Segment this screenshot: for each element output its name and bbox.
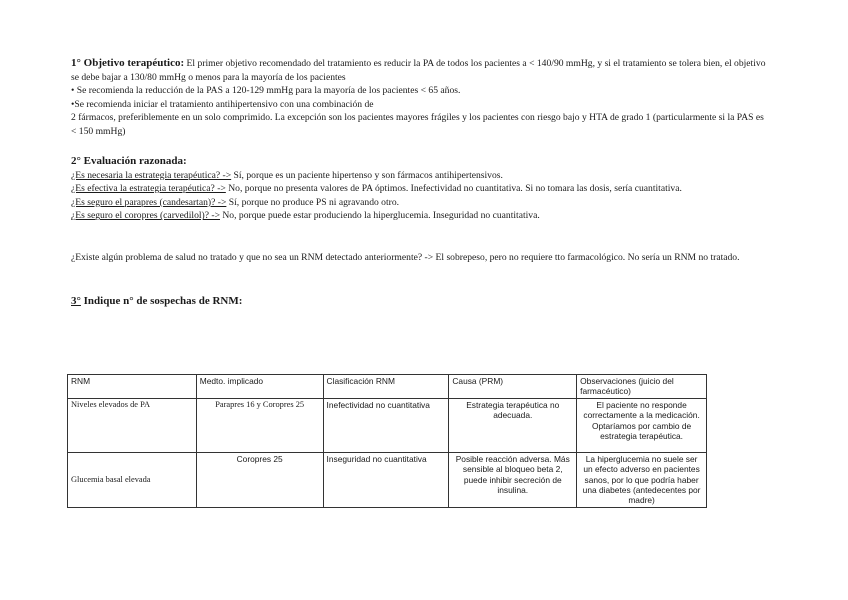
evaluation-seguridad-coropres [71, 209, 771, 223]
table-row [68, 398, 707, 452]
section1-bullet-1: • Se recomienda la reducción de la PAS a 120-129 mmHg para la mayoría de los pacientes < 65 años. [71, 85, 461, 97]
table-row [68, 452, 707, 507]
section1-line-3: 2 fármacos, preferiblemente en un solo comprimido. La excepción son los pacientes mayores frágiles y los pacientes con riesgo bajo y HTA de grado 1 (particularmente si la PAS es < 150 mmHg) [71, 112, 764, 137]
cell-rnm: Niveles elevados de PA [68, 398, 197, 452]
question-efectividad: ¿Es efectiva la estrategia terapéutica? -> [71, 183, 226, 195]
objetivo-paragraph [71, 57, 771, 84]
question-coropres: ¿Es seguro el coropres (carvedilol)? -> [71, 210, 220, 222]
section1-text: El primer objetivo recomendado del tratamiento es reducir la PA de todos los pacientes a < 140/90 mmHg, y si el tratamiento se tolera bien, el objetivo se debe bajar a 130/80 mmHg o menos para la mayoría de los pacientes [71, 58, 766, 83]
answer-necesidad: Sí, porque es un paciente hipertenso y son fármacos antihipertensivos. [231, 169, 503, 181]
section3-heading-number: 3° [71, 295, 81, 307]
section-evaluacion [71, 155, 771, 223]
evaluation-seguridad-parapres [71, 196, 771, 210]
cell-clasificacion: Inefectividad no cuantitativa [323, 398, 449, 452]
question-parapres: ¿Es seguro el parapres (candesartan)? -> [71, 196, 227, 208]
header-medicamento: Medto. implicado [196, 375, 323, 399]
section1-bullet-2: •Se recomienda iniciar el tratamiento antihipertensivo con una combinación de [71, 98, 374, 110]
header-clasificacion: Clasificación RNM [323, 375, 449, 399]
cell-causa: Estrategia terapéutica no adecuada. [449, 398, 577, 452]
rnm-table [67, 374, 707, 508]
evaluation-efectividad [71, 182, 771, 196]
cell-causa: Posible reacción adversa. Más sensible al bloqueo beta 2, puede inhibir secreción de insulina. [449, 452, 577, 507]
section-problema-no-tratado [71, 251, 771, 265]
table-header-row [68, 375, 707, 399]
cell-medicamento: Parapres 16 y Coropres 25 [196, 398, 323, 452]
section-sospechas [71, 295, 771, 309]
cell-observaciones: La hiperglucemia no suele ser un efecto adverso en pacientes sanos, por lo que podría haber una diabetes (antedecentes por madre) [577, 452, 707, 507]
section3-heading-text: Indique n° de sospechas de RNM: [80, 295, 243, 307]
header-rnm: RNM [68, 375, 197, 399]
section2-heading: 2° Evaluación razonada: [71, 155, 187, 167]
header-observaciones: Observaciones (juicio del farmacéutico) [577, 375, 707, 399]
problema-no-tratado-text: ¿Existe algún problema de salud no tratado y que no sea un RNM detectado anteriormente? -> El sobrepeso, pero no requiere tto farmacológico. No sería un RNM no tratado. [71, 252, 740, 263]
answer-efectividad: No, porque no presenta valores de PA óptimos. Inefectividad no cuantitativa. Si no tomara las dosis, sería cuantitativa. [225, 183, 682, 195]
header-causa: Causa (PRM) [449, 375, 577, 399]
question-necesidad: ¿Es necesaria la estrategia terapéutica? -> [71, 169, 232, 181]
answer-coropres: No, porque puede estar produciendo la hiperglucemia. Inseguridad no cuantitativa. [219, 210, 540, 222]
section3-heading [71, 295, 771, 309]
answer-parapres: Sí, porque no produce PS ni agravando otro. [226, 196, 400, 208]
section-objetivo [71, 57, 771, 139]
cell-observaciones: El paciente no responde correctamente a la medicación. Optaríamos por cambio de estrategia terapéutica. [577, 398, 707, 452]
cell-rnm: Glucemia basal elevada [68, 452, 197, 507]
cell-medicamento: Coropres 25 [196, 452, 323, 507]
cell-clasificacion: Inseguridad no cuantitativa [323, 452, 449, 507]
section1-heading: 1° Objetivo terapéutico: [71, 57, 185, 69]
evaluation-necesidad [71, 169, 771, 183]
